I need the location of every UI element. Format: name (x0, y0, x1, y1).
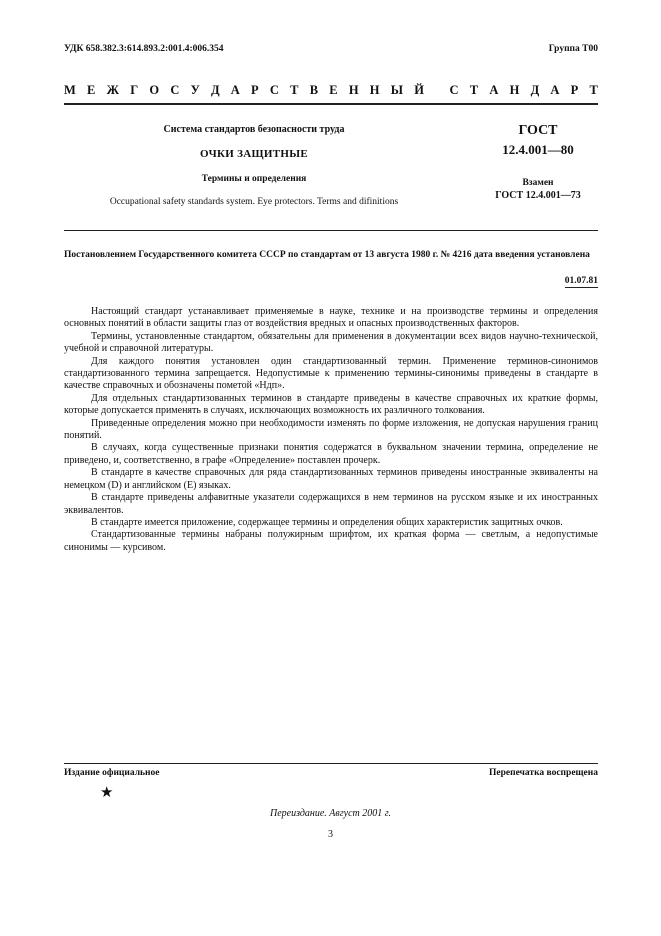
body-paragraph: Термины, установленные стандартом, обязательны для применения в документации всех видов научно-технической, учебной и справочной литературы. (64, 330, 598, 355)
introduction-date: 01.07.81 (564, 276, 598, 286)
document-title: ОЧКИ ЗАЩИТНЫЕ (200, 148, 308, 160)
banner-letter: Р (570, 83, 579, 97)
body-paragraph: Для каждого понятия установлен один стандартизованный термин. Применение терминов-синонимов стандартизованного термина запрещается. Недопустимые к применению термины-синонимы приведены в стандарте в качестве справочных и обозначены пометой «Ндп». (64, 355, 598, 392)
banner-letter: Н (509, 83, 520, 97)
banner-letter: В (309, 83, 319, 97)
banner-letter: Н (348, 83, 359, 97)
body-paragraph: В стандарте в качестве справочных для ряда стандартизованных терминов приведены иностранные эквиваленты на немецком (D) и английском (E) языках. (64, 467, 598, 491)
banner-letter: С (170, 83, 180, 97)
banner-letter: Ж (106, 83, 119, 97)
body-paragraph: В случаях, когда существенные признаки понятия содержатся в буквальном значении термина, определение не приведено, и, соответственно, в графе «Определение» поставлен прочерк. (64, 442, 598, 466)
gost-label: ГОСТ (518, 123, 558, 138)
banner-letter: А (230, 83, 240, 97)
banner-letter: А (550, 83, 560, 97)
star-icon: ★ (100, 785, 114, 801)
banner-letter: У (190, 83, 200, 97)
replaced-gost-number: ГОСТ 12.4.001—73 (495, 190, 581, 201)
document-body (64, 306, 598, 554)
banner-letter: Е (329, 83, 338, 97)
banner-letter: О (149, 83, 160, 97)
body-paragraph: В стандарте приведены алфавитные указатели содержащихся в нем терминов на русском языке и их иностранных эквивалентов. (64, 492, 598, 516)
banner-letter: А (489, 83, 499, 97)
interstate-standard-banner (64, 83, 598, 98)
banner-letter: Т (290, 83, 299, 97)
banner-letter: Н (369, 83, 380, 97)
body-paragraph: Приведенные определения можно при необходимости изменять по форме изложения, не допуская нарушения границ понятий. (64, 417, 598, 442)
body-paragraph: В стандарте имеется приложение, содержащее термины и определения общих характеристик защитных очков. (91, 516, 563, 528)
banner-rule (64, 103, 598, 105)
replaces-label: Взамен (522, 178, 554, 188)
banner-letter: Д (210, 83, 220, 97)
gost-number: 12.4.001—80 (502, 142, 574, 157)
group-code: Группа Т00 (548, 44, 598, 54)
banner-letter: С (449, 83, 459, 97)
footer-rule (64, 763, 598, 764)
banner-letter: Р (251, 83, 259, 97)
banner-letter: Д (530, 83, 540, 97)
reissue-note: Переиздание. Август 2001 г. (269, 808, 392, 819)
decree-text: Постановлением Государственного комитета СССР по стандартам от 13 августа 1980 г. № 4216 дата введения установлена (64, 250, 590, 260)
document-subtitle: Термины и определения (201, 174, 307, 184)
english-title: Occupational safety standards system. Eye protectors. Terms and difinitions (109, 197, 399, 207)
banner-letter: Е (87, 83, 96, 97)
banner-letter (435, 83, 438, 98)
page-number: 3 (328, 829, 333, 840)
standards-system-title: Система стандартов безопасности труда (163, 124, 345, 135)
udk-code: УДК 658.382.3:614.893.2:001.4:006.354 (64, 44, 224, 54)
body-paragraph: Стандартизованные термины набраны полужирным шрифтом, их краткая форма — светлым, а недопустимые синонимы — курсивом. (64, 529, 598, 553)
banner-letter: М (64, 83, 76, 97)
body-paragraph: Для отдельных стандартизованных терминов в стандарте приведены в качестве справочных их краткие формы, которые допускается применять в случаях, исключающих возможность их различного толкования. (64, 392, 598, 417)
banner-letter: С (269, 83, 279, 97)
banner-letter: Ы (390, 83, 404, 97)
official-edition-label: Издание официальное (64, 768, 160, 778)
body-paragraph: Настоящий стандарт устанавливает применяемые в науке, технике и на производстве термины и определения основных понятий в области защиты глаз от воздействия вредных и опасных производственных факторов. (64, 306, 598, 330)
banner-letter: Т (469, 83, 479, 97)
banner-letter: Г (130, 83, 139, 97)
banner-letter: Й (414, 83, 424, 97)
reprint-prohibited-label: Перепечатка воспрещена (488, 768, 598, 778)
title-block-rule (64, 230, 598, 231)
banner-letter: Т (589, 83, 598, 97)
